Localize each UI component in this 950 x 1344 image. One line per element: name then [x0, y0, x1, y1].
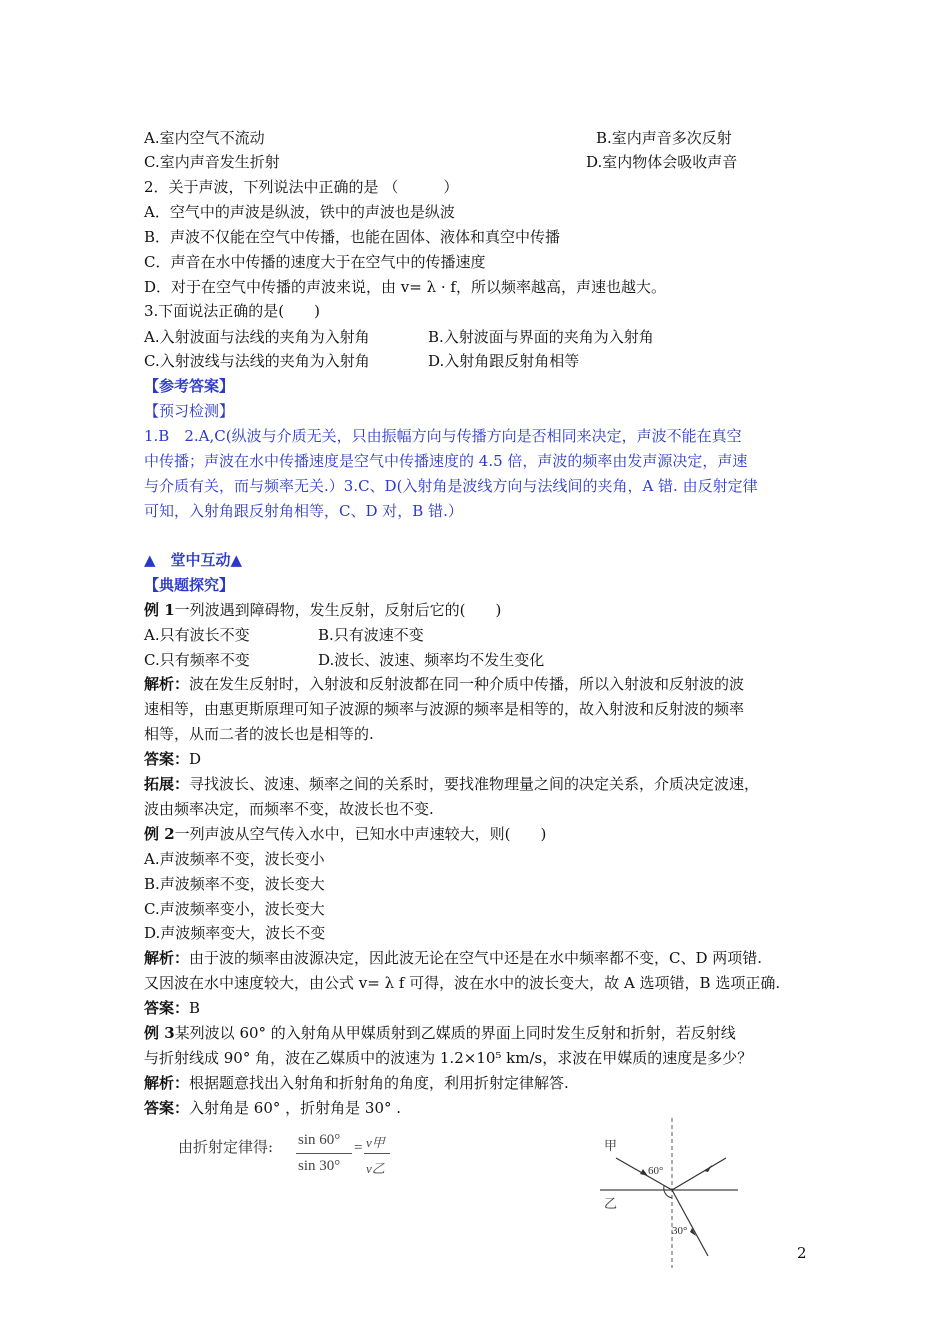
reflected-ray — [672, 1158, 726, 1190]
ex1-answer-label: 答案： — [144, 750, 190, 768]
preview-answer-line: 可知，入射角跟反射角相等，C、D 对，B 错.） — [144, 502, 463, 520]
q2-stem: 2．关于声波，下列说法中正确的是 （ ） — [144, 178, 459, 196]
ex3-analysis-label: 解析： — [144, 1074, 190, 1092]
incident-arrow-icon — [640, 1169, 648, 1176]
q3-option-b: B.入射波面与界面的夹角为入射角 — [428, 328, 654, 346]
ex1-stem: 一列波遇到障碍物，发生反射，反射后它的( ) — [174, 601, 502, 619]
ex1-extend-line: 波由频率决定，而频率不变，故波长也不变. — [144, 800, 434, 818]
ex1-analysis-line — [144, 673, 744, 695]
ex3-answer-line — [144, 1097, 401, 1119]
frac-num-right: v甲 — [366, 1135, 385, 1150]
ex2-analysis-label: 解析： — [144, 949, 190, 967]
fig-angle-30: 30° — [672, 1225, 688, 1237]
ex1-extend-text: 寻找波长、波速、频率之间的关系时，要找准物理量之间的决定关系，介质决定波速， — [189, 775, 760, 793]
ex3-answer-label: 答案： — [144, 1099, 190, 1117]
ex1-label: 例 1 — [144, 601, 175, 619]
ex3-answer: 入射角是 60° ，折射角是 30° . — [189, 1099, 402, 1117]
ex1-extend-line — [144, 773, 759, 795]
law-label: 由折射定律得: — [178, 1138, 274, 1156]
ex3-stem-line — [144, 1022, 736, 1044]
ex2-option-d: D.声波频率变大，波长不变 — [144, 924, 326, 942]
ex2-stem: 一列声波从空气传入水中，已知水中声速较大，则( ) — [174, 825, 547, 843]
ex3-analysis-line — [144, 1072, 569, 1094]
ex2-label: 例 2 — [144, 825, 175, 843]
frac-num-left: sin 60° — [298, 1132, 341, 1148]
section-title: ▲ 堂中互动▲ — [144, 551, 243, 569]
ex1-option-d: D.波长、波速、频率均不发生变化 — [318, 651, 545, 669]
q3-option-c: C.入射波线与法线的夹角为入射角 — [144, 352, 370, 370]
refracted-ray — [672, 1190, 708, 1256]
fig-label-jia: 甲 — [604, 1139, 618, 1154]
q3-option-a: A.入射波面与法线的夹角为入射角 — [144, 328, 370, 346]
ex1-option-b: B.只有波速不变 — [318, 626, 424, 644]
preview-answer-line: 1.B 2.A,C(纵波与介质无关，只由振幅方向与传播方向是否相同来决定，声波不能在真空 — [144, 427, 742, 445]
q3-option-d: D.入射角跟反射角相等 — [428, 352, 580, 370]
preview-answer-line: 中传播；声波在水中传播速度是空气中传播速度的 4.5 倍，声波的频率由发声源决定，声速 — [144, 452, 748, 470]
ex1-analysis-line: 速相等，由惠更斯原理可知子波源的频率与波源的频率是相等的，故入射波和反射波的频率 — [144, 700, 745, 718]
ex3-label: 例 3 — [144, 1024, 175, 1042]
ex2-analysis-text: 由于波的频率由波源决定，因此波无论在空气中还是在水中频率都不变，C、D 两项错. — [189, 949, 763, 967]
ex3-stem: 某列波以 60° 的入射角从甲媒质射到乙媒质的界面上同时发生反射和折射，若反射线 — [174, 1024, 736, 1042]
q1-option-d: D.室内物体会吸收声音 — [586, 153, 738, 171]
q2-option-d: D．对于在空气中传播的声波来说，由 v= λ · f，所以频率越高，声速也越大。 — [144, 278, 666, 296]
preview-answer-line: 与介质有关，而与频率无关.）3.C、D(入射角是波线方向与法线间的夹角，A 错. 由反射定律 — [144, 477, 758, 495]
ex2-stem-line — [144, 823, 546, 845]
ex1-analysis-text: 波在发生反射时，入射波和反射波都在同一种介质中传播，所以入射波和反射波的波 — [189, 675, 745, 693]
preview-heading: 【预习检测】 — [144, 402, 235, 420]
page-number: 2 — [797, 1244, 807, 1262]
ex2-analysis-line — [144, 947, 762, 969]
frac-den-right: v乙 — [366, 1161, 385, 1176]
ex1-option-c: C.只有频率不变 — [144, 651, 250, 669]
ex3-analysis-text: 根据题意找出入射角和折射角的角度，利用折射定律解答. — [189, 1074, 569, 1092]
fig-label-yi: 乙 — [604, 1197, 618, 1212]
q2-option-b: B．声波不仅能在空气中传播，也能在固体、液体和真空中传播 — [144, 228, 561, 246]
ex1-stem-line — [144, 599, 501, 621]
fraction-bar-right — [364, 1153, 390, 1154]
ex2-answer-line — [144, 997, 200, 1019]
ex2-option-b: B.声波频率不变，波长变大 — [144, 875, 325, 893]
q3-stem: 3.下面说法正确的是( ) — [144, 302, 321, 320]
fraction-bar-left — [296, 1153, 352, 1154]
ex2-option-a: A.声波频率不变，波长变小 — [144, 850, 325, 868]
ex2-answer-label: 答案： — [144, 999, 190, 1017]
ex1-extend-label: 拓展： — [144, 775, 190, 793]
reflected-arrow-icon — [704, 1165, 712, 1172]
q1-option-a: A.室内空气不流动 — [144, 129, 265, 147]
ref-answer-heading: 【参考答案】 — [144, 377, 235, 395]
fig-angle-60: 60° — [648, 1165, 664, 1177]
equals-sign: = — [354, 1140, 363, 1156]
frac-den-left: sin 30° — [298, 1158, 341, 1174]
ex2-answer: B — [189, 999, 201, 1017]
q2-option-c: C．声音在水中传播的速度大于在空气中的传播速度 — [144, 253, 486, 271]
ex2-analysis-line: 又因波在水中速度较大，由公式 v= λ f 可得，波在水中的波长变大，故 A 选项错，B 选项正确. — [144, 974, 781, 992]
q2-option-a: A．空气中的声波是纵波，铁中的声波也是纵波 — [144, 203, 455, 221]
ex1-answer-line — [144, 748, 201, 770]
refraction-diagram — [596, 1118, 746, 1268]
ex3-stem-line-2: 与折射线成 90° 角，波在乙媒质中的波速为 1.2×10⁵ km/s，求波在甲媒质的速度是多少？ — [144, 1049, 753, 1067]
ex1-answer: D — [189, 750, 202, 768]
typical-heading: 【典题探究】 — [144, 576, 235, 594]
ex1-analysis-label: 解析： — [144, 675, 190, 693]
ex2-option-c: C.声波频率变小，波长变大 — [144, 900, 325, 918]
ex1-analysis-line: 相等，从而二者的波长也是相等的. — [144, 725, 374, 743]
q1-option-b: B.室内声音多次反射 — [596, 129, 732, 147]
ex1-option-a: A.只有波长不变 — [144, 626, 250, 644]
q1-option-c: C.室内声音发生折射 — [144, 153, 280, 171]
